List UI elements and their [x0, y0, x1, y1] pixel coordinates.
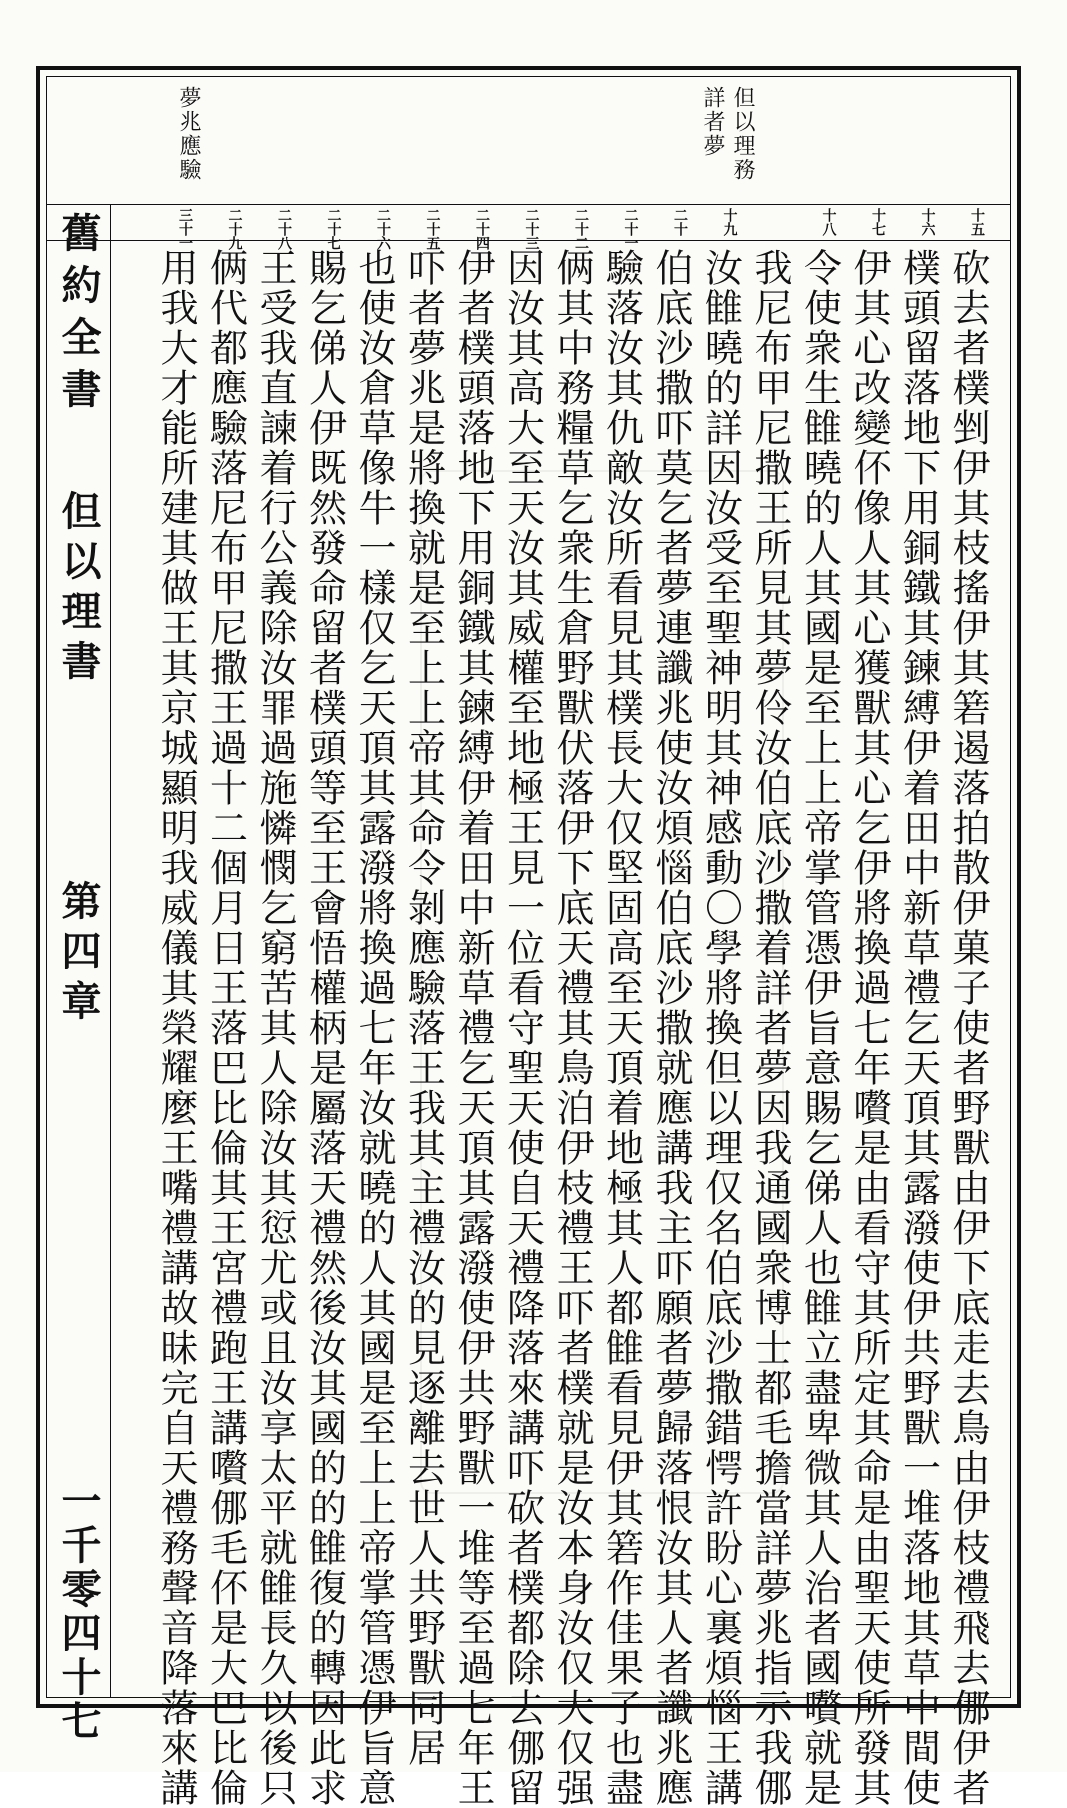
spine-divider — [110, 204, 111, 1698]
verse-number: 十五 — [969, 208, 985, 236]
verse-number: 十六 — [919, 208, 936, 236]
verse-number: 二十八 — [276, 208, 292, 250]
text-column: 伊其心改變伓像人其心獲獸其心乞伊將換過七年嚽是由看守其所定其命是由聖天使所發其 — [847, 248, 891, 1808]
text-column: 汝雔曉的詳因汝受至聖神明其神感動〇學將換但以理仅名伯底沙撒錯愕許盼心裏煩惱王講 — [698, 248, 743, 1808]
headnote-divider — [46, 204, 1011, 205]
book-name: 但以理書 — [55, 490, 102, 690]
text-column: 也使汝倉草像牛一樣仅乞天頂其露潑將換過七年汝就曉的人其國是至上上帝掌管憑伊旨意 — [352, 248, 396, 1808]
text-column: 吓者夢兆是將換就是至上上帝其命令剝應驗落王我其主禮汝的見逐離去世人共野獸同居 — [401, 248, 446, 1768]
chapter-label: 第四章 — [55, 880, 102, 1030]
verse-number: 二十九 — [226, 208, 243, 250]
headnote-dream-fulfilled: 夢兆應驗 — [176, 86, 201, 182]
headnote-daniel: 但以理務 — [730, 86, 755, 182]
page-number: 一千零四十七 — [55, 1480, 102, 1744]
book-collection-title: 舊約全書 — [55, 212, 102, 420]
text-column: 王受我直諫着行公義除汝罪過施憐憫乞窮苦其人除汝其愆尤或且汝享太平就雔長久以後只 — [253, 248, 297, 1808]
text-column: 因汝其高大至天汝其威權至地極王見一位看守聖天使自天禮降落來講吓砍者樸都除去㑚留 — [500, 248, 545, 1808]
text-column: 伊者樸頭落地下用銅鐵其鍊縛伊着田中新草禮乞天頂其露潑使伊共野獸一堆等至過七年王 — [451, 248, 495, 1808]
headnote-interprets-dream: 詳者夢 — [700, 86, 725, 158]
verse-number: 十八 — [820, 208, 837, 236]
text-column: 我尼布甲尼撒王所見其夢伶汝伯底沙撒着詳者夢因我通國衆博士都毛擔當詳夢兆指示我㑚 — [748, 248, 792, 1808]
verse-number: 十七 — [870, 208, 886, 236]
text-column: 砍去者樸剉伊其枝搖伊其箬遏落拍散伊菓子使者野獸由伊下底走去鳥由伊枝禮飛去㑚伊者 — [946, 248, 990, 1808]
text-column: 用我大才能所建其做王其京城顯明我威儀其榮耀麼王嘴禮講故昧完自天禮務聲音降落來講 — [154, 248, 198, 1808]
text-column: 俩代都應驗落尼布甲尼撒王過十二個月日王落巴比倫其王宮禮跑王講嚽㑚毛伓是大巴比倫 — [203, 248, 248, 1808]
verse-number: 二十 — [672, 208, 688, 236]
verse-number: 三十一 — [177, 208, 193, 250]
verse-number: 二十五 — [424, 208, 441, 250]
verse-number: 二十二 — [573, 208, 589, 250]
text-column: 驗落汝其仇敵汝所看見其樸長大仅堅固高至天頂着地極其人都雔看見伊其箬作佳果子也盡 — [599, 248, 644, 1808]
text-column: 賜乞俤人伊既然發命留者樸頭等至王會悟權柄是屬落天禮然後汝其國的的雔復的轉因此求 — [302, 248, 347, 1808]
text-column: 伯底沙撒吓莫乞者夢連讖兆使汝煩惱伯底沙撒就應講我主吓願者夢歸落恨汝其人者讖兆應 — [649, 248, 693, 1808]
text-column: 俩其中務糧草乞衆生倉野獸伏落伊下底天禮其鳥泊伊枝禮王吓者樸就是汝本身汝仅大仅强 — [550, 248, 594, 1808]
verse-number: 二十一 — [622, 208, 639, 250]
text-column: 令使衆生雔曉的人其國是至上上帝掌管憑伊旨意賜乞俤人也雔立盡卑微其人治者國嚽就是 — [797, 248, 842, 1808]
verse-number: 十九 — [721, 208, 738, 236]
text-column: 樸頭留落地下用銅鐵其鍊縛伊着田中新草禮乞天頂其露潑使伊共野獸一堆落地其草中間使 — [896, 248, 941, 1808]
verse-number: 二十七 — [325, 208, 342, 250]
verse-number: 二十四 — [474, 208, 490, 250]
verse-number: 二十三 — [523, 208, 540, 250]
verse-number: 二十六 — [375, 208, 391, 250]
